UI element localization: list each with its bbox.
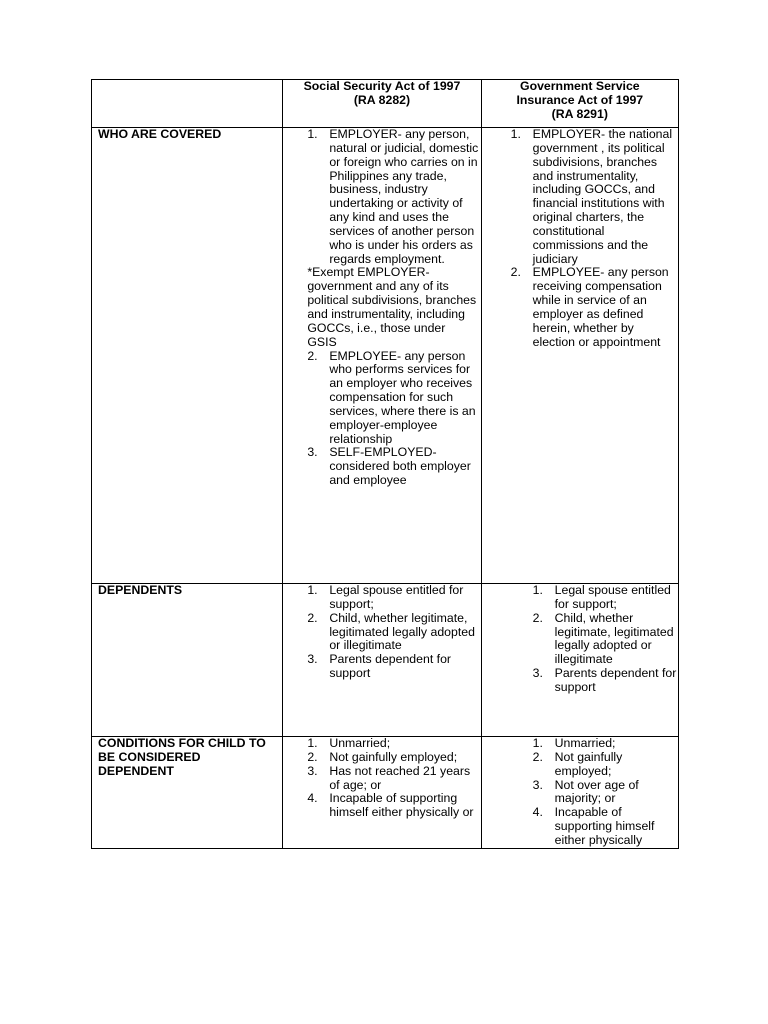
list-item-number: 2.: [307, 610, 318, 625]
list-item: [482, 667, 678, 695]
list-item-text: EMPLOYEE- any person receiving compensation while in service of an employer as defined herein, whether by election or appointment: [532, 265, 669, 349]
header-label-cell: [92, 80, 283, 128]
list-item-number: 2.: [510, 265, 521, 280]
list-item-number: 3.: [307, 763, 318, 778]
list-item-text: Unmarried;: [554, 736, 616, 750]
list-item-text: Parents dependent for support: [329, 652, 452, 681]
cell-gsis-conditions: [481, 737, 678, 849]
list-item-number: 1.: [532, 583, 543, 597]
header-gsis-ra: (RA 8291): [551, 106, 608, 121]
list-item-text: Parents dependent for support: [554, 666, 677, 694]
list-item: [283, 350, 480, 447]
list-item: [482, 737, 678, 751]
cell-gsis-dependents: [481, 584, 678, 737]
table-row-conditions: [92, 737, 679, 849]
list-item-text: Legal spouse entitled for support;: [554, 583, 671, 611]
list-item-number: 2.: [532, 749, 543, 764]
sss-covered-list-b: [283, 350, 480, 488]
list-item: [482, 612, 678, 667]
list-item-text: Not gainfully employed;: [329, 749, 458, 764]
comparison-table: [91, 79, 679, 849]
row-label-conditions: CONDITIONS FOR CHILD TO BE CONSIDERED DEPENDENT: [92, 737, 283, 849]
list-item: [283, 737, 480, 751]
list-item-text: Unmarried;: [329, 736, 391, 750]
cell-sss-dependents: [283, 584, 481, 737]
sss-conditions-list: [283, 737, 480, 820]
list-item-number: 1.: [307, 736, 318, 750]
list-item-number: 3.: [307, 652, 318, 667]
cell-gsis-who-are-covered: [481, 128, 678, 584]
row-label-dependents: DEPENDENTS: [92, 584, 283, 737]
header-gsis: [481, 80, 678, 128]
list-item-text: Incapable of supporting himself either physically: [554, 805, 655, 847]
list-item-number: 1.: [307, 127, 318, 141]
list-item: [482, 128, 678, 266]
header-sss-ra: (RA 8282): [353, 92, 411, 107]
list-item-text: EMPLOYER- the national government , its political subdivisions, branches and instrumentality, including GOCCs, and financial institutions with original charters, the constitutional commissions and the judiciary: [532, 127, 673, 266]
list-item-number: 1.: [307, 583, 318, 597]
list-item: [283, 765, 480, 793]
list-item-text: SELF-EMPLOYED- considered both employer and employee: [329, 445, 471, 488]
list-item-text: EMPLOYEE- any person who performs services for an employer who receives compensation for such services, where there is an employer-employee relationship: [329, 348, 476, 446]
list-item-number: 2.: [307, 348, 318, 363]
header-sss: [283, 80, 481, 128]
list-item-number: 3.: [532, 777, 543, 792]
list-item-number: 3.: [532, 666, 543, 681]
list-item-text: Child, whether legitimate, legitimated legally adopted or illegitimate: [329, 610, 475, 653]
header-gsis-title-1: Government Service: [520, 79, 640, 93]
gsis-conditions-list: [482, 737, 678, 848]
cell-sss-who-are-covered: [283, 128, 481, 584]
list-item: [283, 446, 480, 488]
list-item: [283, 653, 480, 681]
list-item-number: 2.: [532, 610, 543, 625]
sss-covered-list-a: [283, 128, 480, 266]
header-gsis-title-2: Insurance Act of 1997: [516, 92, 644, 107]
list-item-number: 2.: [307, 749, 318, 764]
list-item: [283, 128, 480, 266]
list-item-text: Not over age of majority; or: [554, 777, 639, 806]
list-item: [283, 584, 480, 612]
list-item: [482, 584, 678, 612]
list-item: [482, 266, 678, 349]
gsis-dependents-list: [482, 584, 678, 695]
table-row-dependents: [92, 584, 679, 737]
list-item-number: 4.: [307, 791, 318, 806]
list-item-text: Incapable of supporting himself either physically or: [329, 791, 474, 820]
list-item-number: 3.: [307, 445, 318, 460]
cell-sss-conditions: [283, 737, 481, 849]
table-row-who-are-covered: [92, 128, 679, 584]
list-item-text: EMPLOYER- any person, natural or judicial, domestic or foreign who carries on in Philippines any trade, business, industry undertaking or activity of any kind and uses the services of another person who is under his orders as regards employment.: [329, 127, 479, 266]
list-item-text: Not gainfully employed;: [554, 749, 623, 778]
row-label-who-are-covered: WHO ARE COVERED: [92, 128, 283, 584]
exempt-employer-note: *Exempt EMPLOYER- government and any of its political subdivisions, branches and instrumentality, including GOCCs, i.e., those under GSIS: [307, 265, 477, 349]
list-item-text: Has not reached 21 years of age; or: [329, 763, 471, 792]
table-header-row: [92, 80, 679, 128]
list-item: [482, 779, 678, 807]
gsis-covered-list: [482, 128, 678, 350]
list-item: [283, 612, 480, 654]
header-sss-title: Social Security Act of 1997: [303, 79, 461, 93]
list-item-number: 4.: [532, 805, 543, 820]
list-item-text: Legal spouse entitled for support;: [329, 583, 464, 611]
list-item: [482, 806, 678, 848]
list-item-number: 1.: [510, 127, 521, 141]
list-item: [482, 751, 678, 779]
sss-dependents-list: [283, 584, 480, 681]
list-item-text: Child, whether legitimate, legitimated legally adopted or illegitimate: [554, 610, 674, 667]
list-item-number: 1.: [532, 736, 543, 750]
list-item: [283, 751, 480, 765]
list-item: [283, 792, 480, 820]
